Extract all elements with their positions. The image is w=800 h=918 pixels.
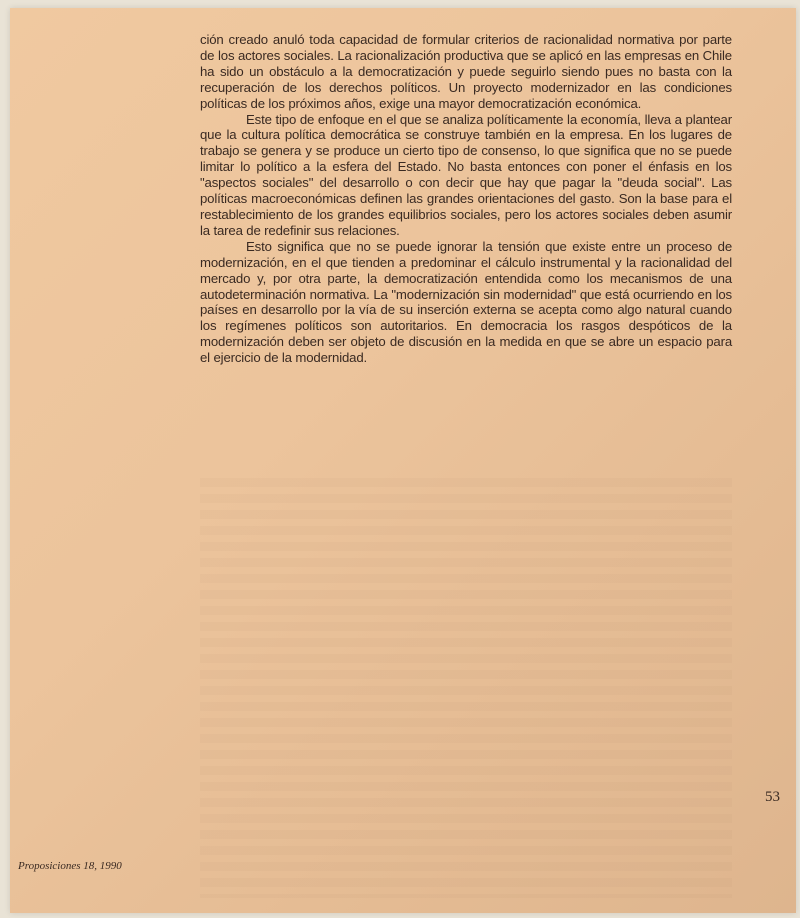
paragraph-1: ción creado anuló toda capacidad de formular criterios de racionalidad normativa por parte de los actores sociales. La racionalización productiva que se aplicó en las empresas en Chile ha sido un obstáculo a la democratización y puede seguirlo siendo pues no basta con la recuperación de los derechos políticos. Un proyecto modernizador en las condiciones políticas de los próximos años, exige una mayor democratización económica. — [200, 32, 732, 111]
document-page — [10, 8, 796, 913]
show-through-text — [200, 478, 732, 898]
page-number: 53 — [765, 789, 780, 805]
paragraph-3: Esto significa que no se puede ignorar la tensión que existe entre un proceso de modernización, en el que tienden a predominar el cálculo instrumental y la racionalidad del mercado y, por otra parte, la democratización entendida como los mecanismos de una autodeterminación normativa. La "modernización sin modernidad" que está ocurriendo en los países en desarrollo por la vía de su inserción externa se acepta como algo natural cuando los regímenes políticos son autoritarios. En democracia los rasgos despóticos de la modernización deben ser objeto de discusión en la medida en que se abre un espacio para el ejercicio de la modernidad. — [200, 238, 732, 366]
footer-citation: Proposiciones 18, 1990 — [18, 860, 122, 872]
paragraph-2: Este tipo de enfoque en el que se analiza políticamente la economía, lleva a plantear que la cultura política democrática se construye también en la empresa. En los lugares de trabajo se genera y se produce un cierto tipo de consenso, lo que significa que no se puede limitar lo político a la esfera del Estado. No basta entonces con poner el énfasis en los "aspectos sociales" del desarrollo o con decir que hay que pagar la "deuda social". Las políticas macroeconómicas definen las grandes orientaciones del gasto. Son la base para el restablecimiento de los grandes equilibrios sociales, pero los actores sociales deben asumir la tarea de redefinir sus relaciones. — [200, 111, 732, 238]
body-text — [200, 32, 732, 366]
